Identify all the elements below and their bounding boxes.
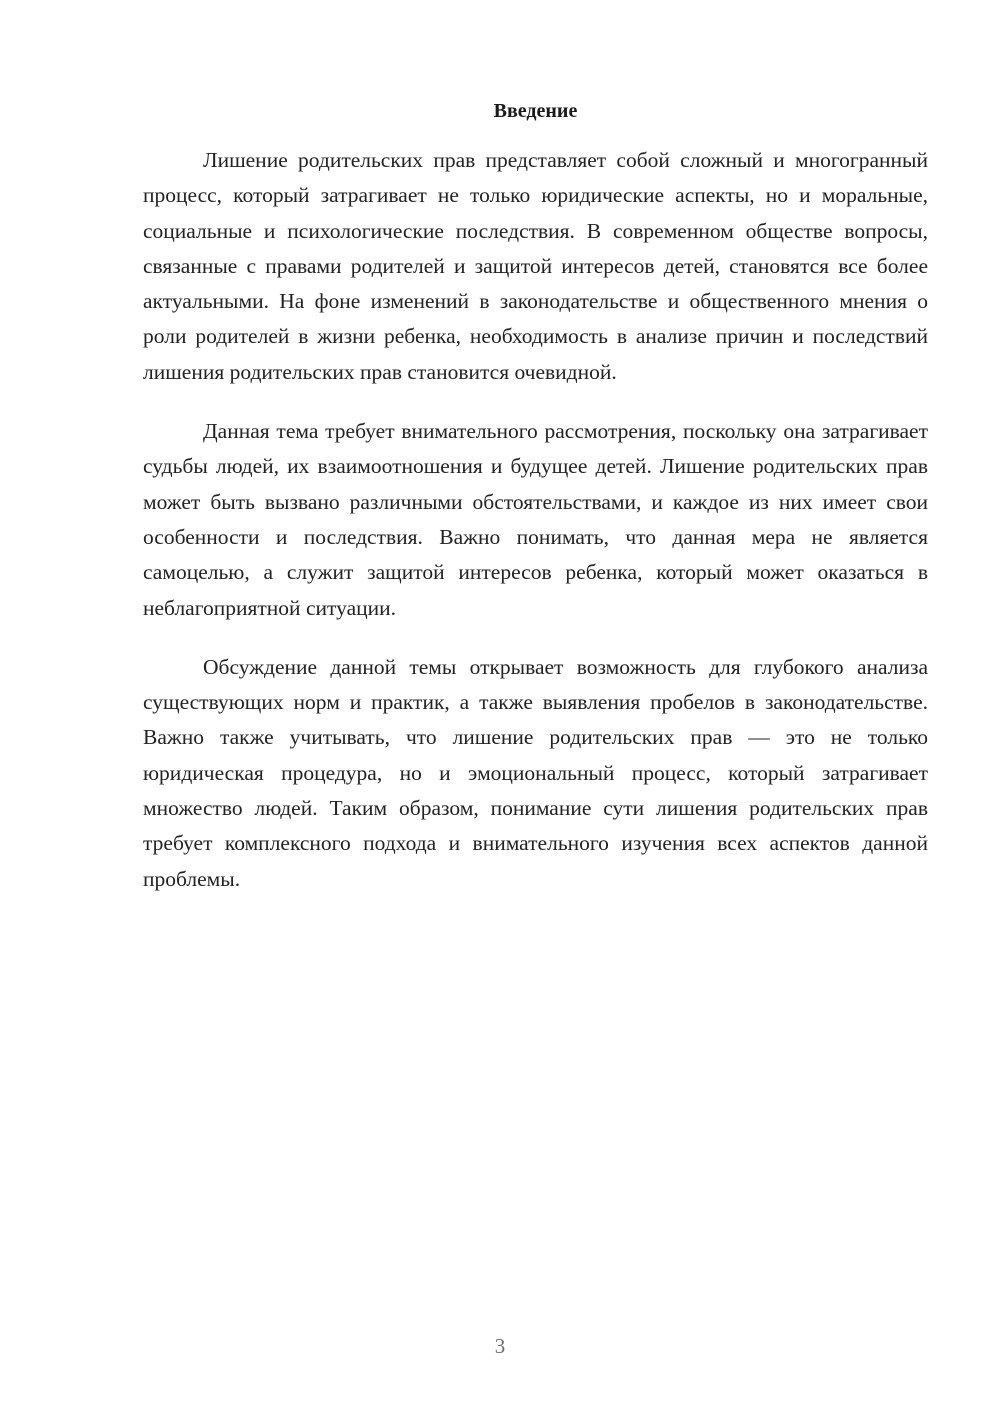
page-number: 3 (494, 1334, 506, 1358)
paragraph: Данная тема требует внимательного рассмотрения, поскольку она затрагивает судьбы людей, их взаимоотношения и будущее детей. Лишение родительских прав может быть вызвано различными обстоятельствами, и каждое из них имеет свои особенности и последствия. Важно понимать, что данная мера не является самоцелью, а служит защитой интересов ребенка, который может оказаться в неблагоприятной ситуации. (143, 419, 928, 620)
paragraph: Лишение родительских прав представляет собой сложный и многогранный процесс, который затрагивает не только юридические аспекты, но и моральные, социальные и психологические последствия. В современном обществе вопросы, связанные с правами родителей и защитой интересов детей, становятся все более актуальными. На фоне изменений в законодательстве и общественного мнения о роли родителей в жизни ребенка, необходимость в анализе причин и последствий лишения родительских прав становится очевидной. (143, 148, 928, 384)
paragraph: Обсуждение данной темы открывает возможность для глубокого анализа существующих норм и практик, а также выявления пробелов в законодательстве. Важно также учитывать, что лишение родительских прав — это не только юридическая процедура, но и эмоциональный процесс, который затрагивает множество людей. Таким образом, понимание сути лишения родительских прав требует комплексного подхода и внимательного изучения всех аспектов данной проблемы. (143, 654, 928, 891)
document-body (143, 143, 928, 921)
section-heading: Введение (493, 100, 578, 122)
